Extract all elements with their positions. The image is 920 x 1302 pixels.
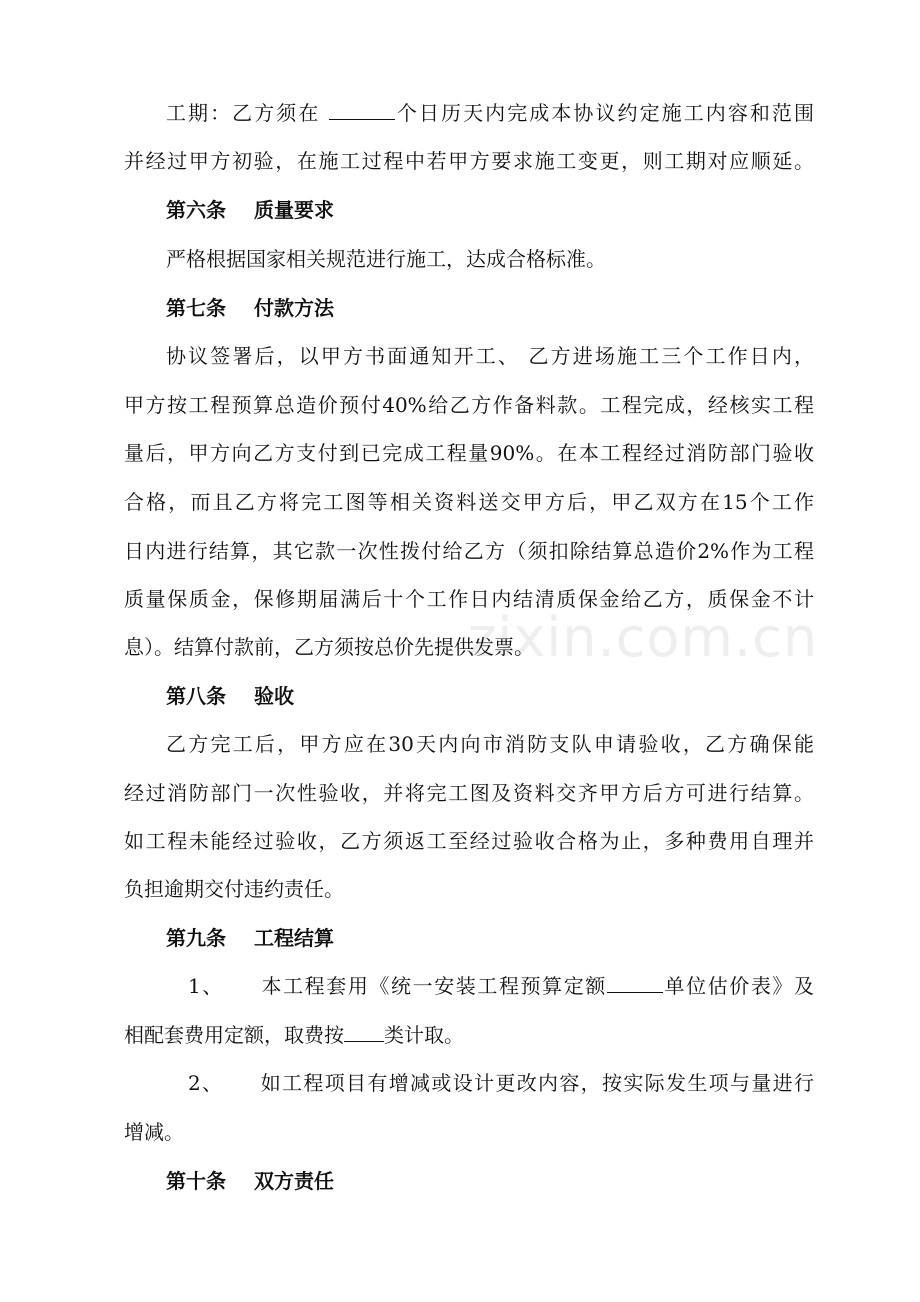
schedule-text-a: 工期：乙方须在 bbox=[166, 101, 329, 125]
article-10-number: 第十条 bbox=[166, 1169, 226, 1193]
schedule-text-b: 个日历天内完成本协议约定施工内容和范围 bbox=[394, 101, 814, 125]
article-7-line-7: 息）。结算付款前，乙方须按总价先提供发票。 bbox=[124, 635, 534, 659]
article-7-title: 付款方法 bbox=[254, 296, 334, 320]
article-7-number: 第七条 bbox=[166, 296, 226, 320]
item-1-text-a: 本工程套用《统一安装工程预算定额 bbox=[259, 974, 607, 998]
watermark: zixin.com.cn bbox=[468, 606, 819, 669]
article-9-heading bbox=[166, 925, 856, 951]
item-1-text-b: 单位估价表》及 bbox=[662, 974, 815, 998]
schedule-line-1 bbox=[166, 100, 814, 126]
article-8-line-4: 负担逾期交付违约责任。 bbox=[124, 877, 344, 901]
article-9-title: 工程结算 bbox=[254, 926, 334, 950]
article-9-item-2-line-1 bbox=[188, 1070, 814, 1096]
item-2-text: 如工程项目有增减或设计更改内容，按实际发生项与量进行 bbox=[259, 1071, 814, 1095]
article-8-heading bbox=[166, 683, 856, 709]
article-8-number: 第八条 bbox=[166, 684, 226, 708]
item-2-number: 2、 bbox=[188, 1071, 224, 1095]
article-9-item-1-line-1 bbox=[188, 973, 814, 999]
schedule-days-blank bbox=[329, 101, 395, 120]
article-7-line-4: 合格，而且乙方将完工图等相关资料送交甲方后，甲乙双方在15个工作 bbox=[124, 490, 814, 514]
article-6-heading bbox=[166, 197, 856, 223]
article-8-line-1: 乙方完工后，甲方应在30天内向市消防支队申请验收，乙方确保能 bbox=[166, 732, 814, 756]
article-7-line-5: 日内进行结算，其它款一次性拨付给乙方（须扣除结算总造价2%作为工程 bbox=[124, 539, 814, 563]
item-1-number: 1、 bbox=[188, 974, 224, 998]
article-8-title: 验收 bbox=[254, 684, 294, 708]
article-9-item-1-line-2 bbox=[124, 1022, 814, 1048]
article-7-line-3: 量后，甲方向乙方支付到已完成工程量90%。在本工程经过消防部门验收 bbox=[124, 441, 814, 465]
article-6-number: 第六条 bbox=[166, 198, 226, 222]
article-8-line-2: 经过消防部门一次性验收，并将完工图及资料交齐甲方后方可进行结算。 bbox=[124, 781, 814, 805]
article-9-item-2-line-2: 增减。 bbox=[124, 1120, 184, 1144]
article-7-line-6: 质量保质金，保修期届满后十个工作日内结清质保金给乙方，质保金不计 bbox=[124, 587, 814, 611]
article-9-number: 第九条 bbox=[166, 926, 226, 950]
article-7-line-1: 协议签署后，以甲方书面通知开工、 乙方进场施工三个工作日内， bbox=[166, 344, 814, 368]
schedule-line-2: 并经过甲方初验，在施工过程中若甲方要求施工变更，则工期对应顺延。 bbox=[124, 149, 814, 173]
article-10-heading bbox=[166, 1168, 856, 1194]
article-8-line-3: 如工程未能经过验收，乙方须返工至经过验收合格为止，多种费用自理并 bbox=[124, 829, 814, 853]
item-1-text-d: 类计取。 bbox=[384, 1023, 464, 1047]
article-7-heading bbox=[166, 295, 856, 321]
fee-class-blank bbox=[344, 1023, 384, 1042]
article-6-title: 质量要求 bbox=[254, 198, 334, 222]
quota-blank bbox=[607, 974, 663, 993]
article-7-line-2: 甲方按工程预算总造价预付40%给乙方作备料款。工程完成，经核实工程 bbox=[124, 393, 814, 417]
article-10-title: 双方责任 bbox=[254, 1169, 334, 1193]
article-6-body: 严格根据国家相关规范进行施工，达成合格标准。 bbox=[166, 247, 606, 271]
item-1-text-c: 相配套费用定额，取费按 bbox=[124, 1023, 344, 1047]
